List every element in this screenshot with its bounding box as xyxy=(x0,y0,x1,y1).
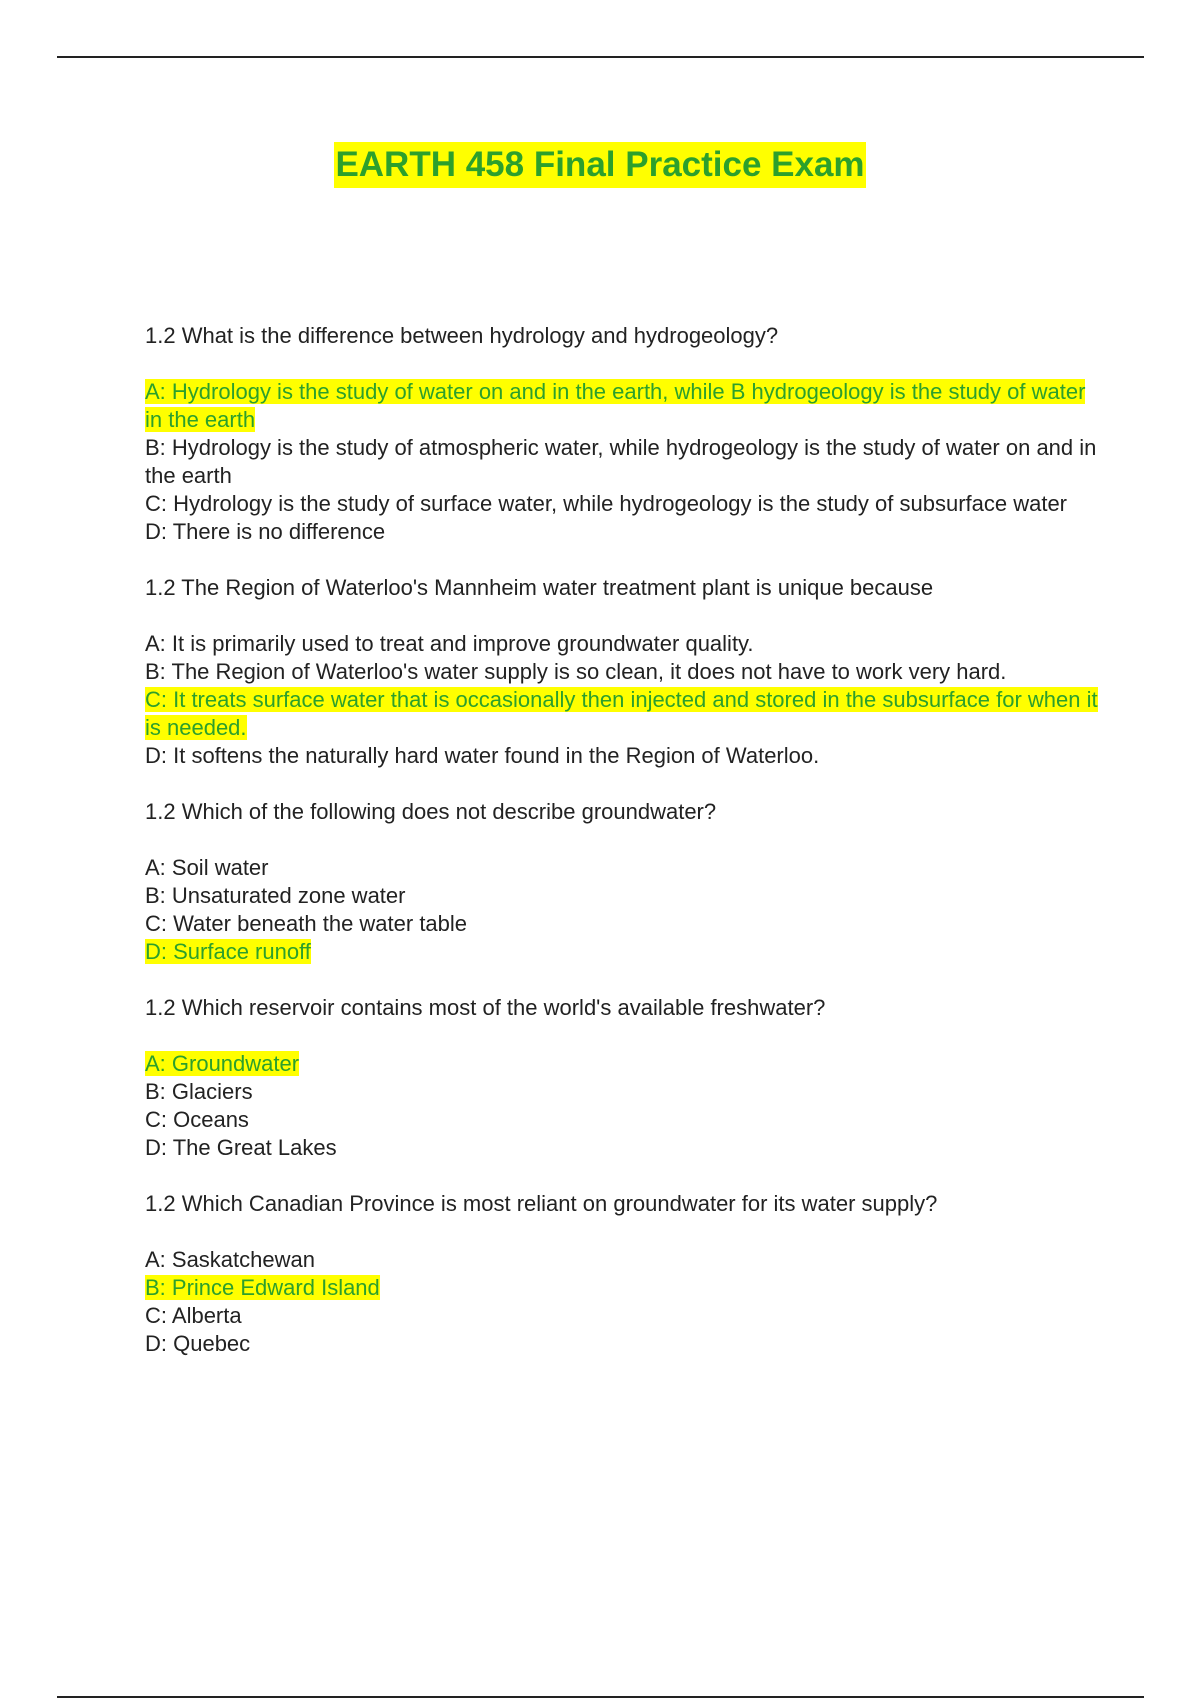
answer-options xyxy=(145,1050,1100,1162)
answer-option-b: B: The Region of Waterloo's water supply is so clean, it does not have to work very hard. xyxy=(145,659,1007,684)
answer-option-b xyxy=(145,1274,1100,1302)
correct-answer-highlight: A: Groundwater xyxy=(145,1051,300,1076)
question-text: 1.2 What is the difference between hydrology and hydrogeology? xyxy=(145,323,779,348)
answer-option-b: B: Hydrology is the study of atmospheric water, while hydrogeology is the study of water on and in the earth xyxy=(145,435,1097,488)
answer-options xyxy=(145,630,1100,770)
document-title: EARTH 458 Final Practice Exam xyxy=(334,142,865,188)
questions-container xyxy=(145,322,1100,1386)
question-text: 1.2 Which Canadian Province is most reliant on groundwater for its water supply? xyxy=(145,1191,938,1216)
question-text: 1.2 Which reservoir contains most of the world's available freshwater? xyxy=(145,995,826,1020)
answer-option-c: C: Oceans xyxy=(145,1107,249,1132)
question-3 xyxy=(145,798,1100,966)
question-2 xyxy=(145,574,1100,770)
answer-option-a: A: It is primarily used to treat and improve groundwater quality. xyxy=(145,631,754,656)
answer-option-d: D: Quebec xyxy=(145,1331,251,1356)
question-text: 1.2 The Region of Waterloo's Mannheim water treatment plant is unique because xyxy=(145,575,934,600)
correct-answer-highlight: C: It treats surface water that is occasionally then injected and stored in the subsurface for when it is needed. xyxy=(145,687,1098,740)
bottom-rule xyxy=(57,1696,1144,1698)
correct-answer-highlight: D: Surface runoff xyxy=(145,939,311,964)
answer-option-a: A: Soil water xyxy=(145,855,269,880)
answer-option-a xyxy=(145,378,1100,434)
answer-options xyxy=(145,378,1100,546)
question-5 xyxy=(145,1190,1100,1358)
title-container xyxy=(0,142,1200,188)
top-rule xyxy=(57,56,1144,58)
answer-option-b: B: Unsaturated zone water xyxy=(145,883,406,908)
answer-option-d: D: The Great Lakes xyxy=(145,1135,337,1160)
answer-option-c: C: Hydrology is the study of surface water, while hydrogeology is the study of subsurface water xyxy=(145,491,1068,516)
answer-option-b: B: Glaciers xyxy=(145,1079,253,1104)
answer-option-d: D: There is no difference xyxy=(145,519,386,544)
answer-option-d xyxy=(145,938,1100,966)
question-text: 1.2 Which of the following does not describe groundwater? xyxy=(145,799,717,824)
correct-answer-highlight: B: Prince Edward Island xyxy=(145,1275,380,1300)
answer-option-a: A: Saskatchewan xyxy=(145,1247,315,1272)
answer-option-a xyxy=(145,1050,1100,1078)
question-1 xyxy=(145,322,1100,546)
answer-options xyxy=(145,1246,1100,1358)
question-4 xyxy=(145,994,1100,1162)
answer-option-c xyxy=(145,686,1100,742)
answer-option-d: D: It softens the naturally hard water found in the Region of Waterloo. xyxy=(145,743,820,768)
correct-answer-highlight: A: Hydrology is the study of water on and in the earth, while B hydrogeology is the study of water in the earth xyxy=(145,379,1086,432)
answer-option-c: C: Water beneath the water table xyxy=(145,911,468,936)
answer-options xyxy=(145,854,1100,966)
answer-option-c: C: Alberta xyxy=(145,1303,242,1328)
